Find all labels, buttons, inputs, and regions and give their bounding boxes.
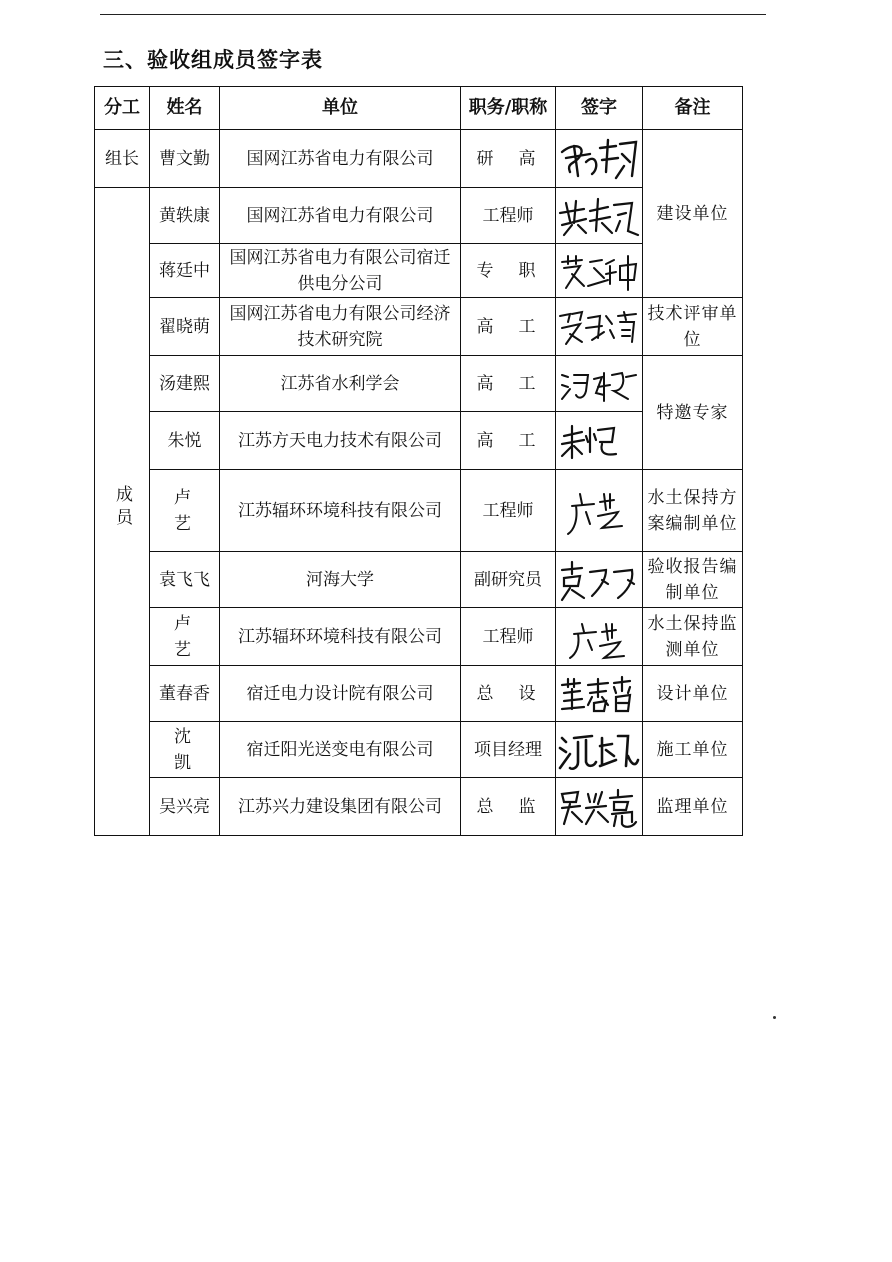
note-cell: 设计单位 [643,666,743,722]
signature-cell [556,552,643,608]
handwritten-signature [556,302,642,352]
member-unit: 江苏辐环环境科技有限公司 [220,470,461,552]
role-member-cell [95,188,150,836]
member-title: 高 工 [461,298,556,356]
member-unit: 江苏省水利学会 [220,356,461,412]
handwritten-signature [556,671,642,717]
member-name: 曹文勤 [150,130,220,188]
member-unit: 江苏辐环环境科技有限公司 [220,608,461,666]
member-name: 翟晓萌 [150,298,220,356]
note-cell: 水土保持监测单位 [643,608,743,666]
signature-table [94,86,743,836]
handwritten-signature [556,612,642,662]
member-name: 袁飞飞 [150,552,220,608]
signature-cell [556,608,643,666]
header-role: 分工 [95,87,150,130]
table-row [95,356,743,412]
table-row [95,130,743,188]
header-title: 职务/职称 [461,87,556,130]
member-title: 工程师 [461,608,556,666]
member-unit: 国网江苏省电力有限公司经济技术研究院 [220,298,461,356]
table-row [95,666,743,722]
header-note: 备注 [643,87,743,130]
member-unit: 宿迁阳光送变电有限公司 [220,722,461,778]
section-title: 三、验收组成员签字表 [103,48,323,72]
member-unit: 江苏方天电力技术有限公司 [220,412,461,470]
header-name: 姓名 [150,87,220,130]
signature-cell [556,188,643,244]
member-title: 专 职 [461,244,556,298]
member-name: 卢 艺 [150,608,220,666]
member-title: 总 设 [461,666,556,722]
member-unit: 国网江苏省电力有限公司 [220,188,461,244]
table-row [95,722,743,778]
note-cell: 水土保持方案编制单位 [643,470,743,552]
note-cell: 建设单位 [643,130,743,298]
member-name: 沈 凯 [150,722,220,778]
top-rule [100,14,766,15]
signature-cell [556,666,643,722]
member-title: 工程师 [461,470,556,552]
note-cell: 技术评审单位 [643,298,743,356]
member-unit: 国网江苏省电力有限公司 [220,130,461,188]
member-name: 汤建熙 [150,356,220,412]
signature-cell [556,412,643,470]
table-row [95,470,743,552]
handwritten-signature [556,132,642,186]
header-signature: 签字 [556,87,643,130]
signature-cell [556,298,643,356]
header-unit: 单位 [220,87,461,130]
member-unit: 宿迁电力设计院有限公司 [220,666,461,722]
member-title: 副研究员 [461,552,556,608]
table-row [95,552,743,608]
handwritten-signature [556,248,642,294]
member-name: 朱悦 [150,412,220,470]
handwritten-signature [556,476,642,546]
signature-cell [556,722,643,778]
member-title: 项目经理 [461,722,556,778]
signature-cell [556,470,643,552]
member-unit: 江苏兴力建设集团有限公司 [220,778,461,836]
member-name: 董春香 [150,666,220,722]
handwritten-signature [556,556,642,604]
table-row [95,298,743,356]
member-title: 研 高 [461,130,556,188]
signature-cell [556,244,643,298]
handwritten-signature [556,416,642,466]
role-leader: 组长 [95,130,150,188]
member-name: 黄轶康 [150,188,220,244]
note-cell: 施工单位 [643,722,743,778]
signature-cell [556,778,643,836]
note-cell: 监理单位 [643,778,743,836]
handwritten-signature [556,191,642,241]
member-name: 蒋廷中 [150,244,220,298]
note-cell: 特邀专家 [643,356,743,470]
handwritten-signature [556,361,642,407]
member-title: 总 监 [461,778,556,836]
member-unit: 国网江苏省电力有限公司宿迁供电分公司 [220,244,461,298]
member-name: 吴兴亮 [150,778,220,836]
handwritten-signature [556,726,642,774]
member-title: 工程师 [461,188,556,244]
member-unit: 河海大学 [220,552,461,608]
handwritten-signature [556,782,642,832]
scan-speck [773,1016,776,1019]
table-row [95,778,743,836]
member-title: 高 工 [461,412,556,470]
member-name: 卢 艺 [150,470,220,552]
signature-cell [556,130,643,188]
header-row [95,87,743,130]
member-title: 高 工 [461,356,556,412]
note-cell: 验收报告编制单位 [643,552,743,608]
signature-cell [556,356,643,412]
role-member: 成员 [112,484,132,531]
table-row [95,608,743,666]
